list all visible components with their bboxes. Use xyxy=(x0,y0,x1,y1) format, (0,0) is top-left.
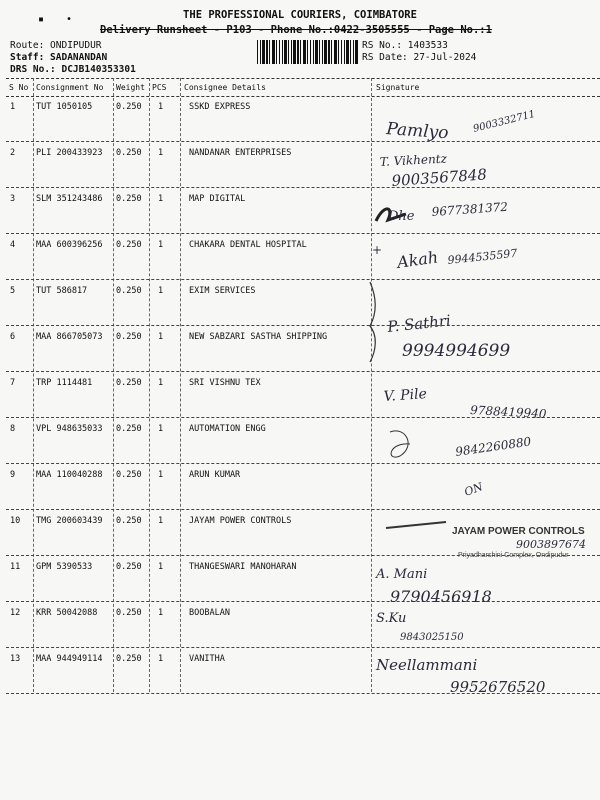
barcode-bar xyxy=(291,40,292,64)
row-consignee: EXIM SERVICES xyxy=(189,286,256,296)
row-weight: 0.250 xyxy=(116,516,142,526)
barcode-bar xyxy=(315,40,318,64)
signature-1-phone: 9003332711 xyxy=(472,108,537,135)
barcode-bar xyxy=(257,40,258,64)
row-consignment-no: TUT 1050105 xyxy=(36,102,93,112)
row-sno: 7 xyxy=(10,378,16,388)
signature-9-mark: ON xyxy=(462,480,485,499)
table-header-top-rule xyxy=(6,78,600,79)
barcode-bar xyxy=(272,40,275,64)
barcode-bar xyxy=(350,40,351,64)
signature-3-phone: 9677381372 xyxy=(431,199,509,219)
row-consignment-no: GPM 5390533 xyxy=(36,562,93,572)
row-consignee: BOOBALAN xyxy=(189,608,230,618)
signature-6-name: P. Sathri xyxy=(386,311,452,336)
barcode-bar xyxy=(269,40,270,64)
row-weight: 0.250 xyxy=(116,608,142,618)
signature-7-name: V. Pile xyxy=(383,386,428,405)
row-pcs: 1 xyxy=(158,148,164,158)
barcode-bar xyxy=(328,40,330,64)
row-pcs: 1 xyxy=(158,286,164,296)
column-header-weight: Weight xyxy=(116,83,145,92)
route-label: Route: ONDIPUDUR xyxy=(10,40,102,51)
bracket-mark xyxy=(370,282,375,362)
row-sno: 13 xyxy=(10,654,21,664)
column-header-consignee: Consignee Details xyxy=(184,83,266,92)
row-consignment-no: MAA 944949114 xyxy=(36,654,103,664)
barcode-bar xyxy=(346,40,349,64)
signature-4-phone: 9944535597 xyxy=(446,246,518,267)
signature-8-scribble xyxy=(390,431,410,457)
row-consignment-no: MAA 866705073 xyxy=(36,332,103,342)
row-pcs: 1 xyxy=(158,240,164,250)
signature-10-phone: 9003897674 xyxy=(516,538,586,551)
corner-mark: ▪ • xyxy=(38,14,81,25)
row-sno: 1 xyxy=(10,102,16,112)
row-consignment-no: TUT 586817 xyxy=(36,286,88,296)
row-sno: 2 xyxy=(10,148,16,158)
row-pcs: 1 xyxy=(158,102,164,112)
barcode-bar xyxy=(279,40,280,64)
barcode-bar xyxy=(324,40,327,64)
row-pcs: 1 xyxy=(158,562,164,572)
row-sno: 10 xyxy=(10,516,21,526)
signature-11-name: A. Mani xyxy=(376,567,428,582)
company-stamp: JAYAM POWER CONTROLS xyxy=(452,526,585,537)
barcode-bar xyxy=(293,40,296,64)
row-consignee: ARUN KUMAR xyxy=(189,470,241,480)
row-weight: 0.250 xyxy=(116,332,142,342)
row-consignment-no: TMG 200603439 xyxy=(36,516,103,526)
signature-12-phone: 9843025150 xyxy=(400,632,464,643)
column-header-sno: S No xyxy=(9,83,29,92)
row-pcs: 1 xyxy=(158,608,164,618)
row-sno: 4 xyxy=(10,240,16,250)
rs-number: RS No.: 1403533 xyxy=(362,40,448,51)
signature-13-name: Neellammani xyxy=(376,656,478,674)
barcode-bar xyxy=(319,40,320,64)
barcode-bar xyxy=(310,40,311,64)
row-consignee: SRI VISHNU TEX xyxy=(189,378,261,388)
row-sno: 8 xyxy=(10,424,16,434)
barcode-bar xyxy=(282,40,283,64)
signature-2-name: T. Vikhentz xyxy=(379,151,448,169)
row-sno: 6 xyxy=(10,332,16,342)
row-consignment-no: MAA 600396256 xyxy=(36,240,103,250)
row-weight: 0.250 xyxy=(116,562,142,572)
barcode-bar xyxy=(300,40,301,64)
row-consignee: AUTOMATION ENGG xyxy=(189,424,266,434)
signature-1-name: Pamlyo xyxy=(385,119,450,144)
signature-2-phone: 9003567848 xyxy=(391,165,488,190)
row-weight: 0.250 xyxy=(116,102,142,112)
barcode-bar xyxy=(313,40,314,64)
signature-3-name: Dhe xyxy=(388,209,415,224)
company-stamp-address: Priyadharshini Complex, Ondipudur xyxy=(458,552,569,559)
barcode-bar xyxy=(284,40,287,64)
row-sno: 11 xyxy=(10,562,21,572)
signature-4-cross: + xyxy=(372,243,383,257)
rs-date: RS Date: 27-Jul-2024 xyxy=(362,52,477,63)
row-sno: 3 xyxy=(10,194,16,204)
row-pcs: 1 xyxy=(158,424,164,434)
column-header-pcs: PCS xyxy=(152,83,167,92)
barcode-bar xyxy=(260,40,261,64)
barcode-bar xyxy=(297,40,299,64)
barcode-bar xyxy=(266,40,268,64)
barcode-bar xyxy=(288,40,289,64)
barcode-bar xyxy=(307,40,308,64)
row-weight: 0.250 xyxy=(116,378,142,388)
signature-column xyxy=(366,96,600,696)
row-weight: 0.250 xyxy=(116,240,142,250)
row-weight: 0.250 xyxy=(116,654,142,664)
barcode-bar xyxy=(276,40,277,64)
row-weight: 0.250 xyxy=(116,286,142,296)
row-consignment-no: TRP 1114481 xyxy=(36,378,93,388)
row-sno: 5 xyxy=(10,286,16,296)
row-weight: 0.250 xyxy=(116,148,142,158)
barcode-bar xyxy=(355,40,358,64)
row-weight: 0.250 xyxy=(116,424,142,434)
barcode-bar xyxy=(331,40,332,64)
row-consignee: NANDANAR ENTERPRISES xyxy=(189,148,292,158)
barcode-bar xyxy=(353,40,354,64)
signature-4-name: Akah xyxy=(395,247,440,272)
barcode-bar xyxy=(338,40,339,64)
row-consignee: MAP DIGITAL xyxy=(189,194,246,204)
row-sno: 12 xyxy=(10,608,21,618)
row-consignee: SSKD EXPRESS xyxy=(189,102,251,112)
row-consignee: JAYAM POWER CONTROLS xyxy=(189,516,292,526)
barcode-bar xyxy=(334,40,337,64)
row-pcs: 1 xyxy=(158,194,164,204)
column-header-consignment: Consignment No xyxy=(36,83,104,92)
row-pcs: 1 xyxy=(158,516,164,526)
row-consignment-no: VPL 948635033 xyxy=(36,424,103,434)
row-pcs: 1 xyxy=(158,332,164,342)
company-title: THE PROFESSIONAL COURIERS, COIMBATORE xyxy=(183,9,417,21)
row-pcs: 1 xyxy=(158,470,164,480)
runsheet-line: Delivery Runsheet - P103 - Phone No.:0422-3505555 - Page No.:1 xyxy=(100,24,492,36)
signature-11-phone: 9790456918 xyxy=(390,587,492,606)
signature-13-phone: 9952676520 xyxy=(450,678,546,696)
barcode-bar xyxy=(303,40,306,64)
row-consignment-no: MAA 110040288 xyxy=(36,470,103,480)
row-consignment-no: PLI 200433923 xyxy=(36,148,103,158)
row-consignee: VANITHA xyxy=(189,654,225,664)
row-pcs: 1 xyxy=(158,378,164,388)
runsheet-barcode xyxy=(257,40,358,64)
signature-8-phone: 9842260880 xyxy=(454,434,533,459)
row-weight: 0.250 xyxy=(116,470,142,480)
row-consignment-no: KRR 50042088 xyxy=(36,608,98,618)
staff-label: Staff: SADANANDAN xyxy=(10,52,108,63)
row-consignee: CHAKARA DENTAL HOSPITAL xyxy=(189,240,307,250)
barcode-bar xyxy=(322,40,323,64)
row-consignee: NEW SABZARI SASTHA SHIPPING xyxy=(189,332,328,342)
column-header-signature: Signature xyxy=(376,83,420,92)
row-pcs: 1 xyxy=(158,654,164,664)
barcode-bar xyxy=(344,40,345,64)
signature-10-strike xyxy=(386,522,446,528)
signature-7-phone: 9788419940 xyxy=(469,403,547,421)
barcode-bar xyxy=(262,40,265,64)
barcode-bar xyxy=(341,40,342,64)
row-weight: 0.250 xyxy=(116,194,142,204)
signature-6-phone: 9994994699 xyxy=(402,341,511,361)
row-consignee: THANGESWARI MANOHARAN xyxy=(189,562,297,572)
row-consignment-no: SLM 351243486 xyxy=(36,194,103,204)
drs-number: DRS No.: DCJB140353301 xyxy=(10,64,136,75)
row-sno: 9 xyxy=(10,470,16,480)
signature-12-name: S.Ku xyxy=(376,611,407,626)
